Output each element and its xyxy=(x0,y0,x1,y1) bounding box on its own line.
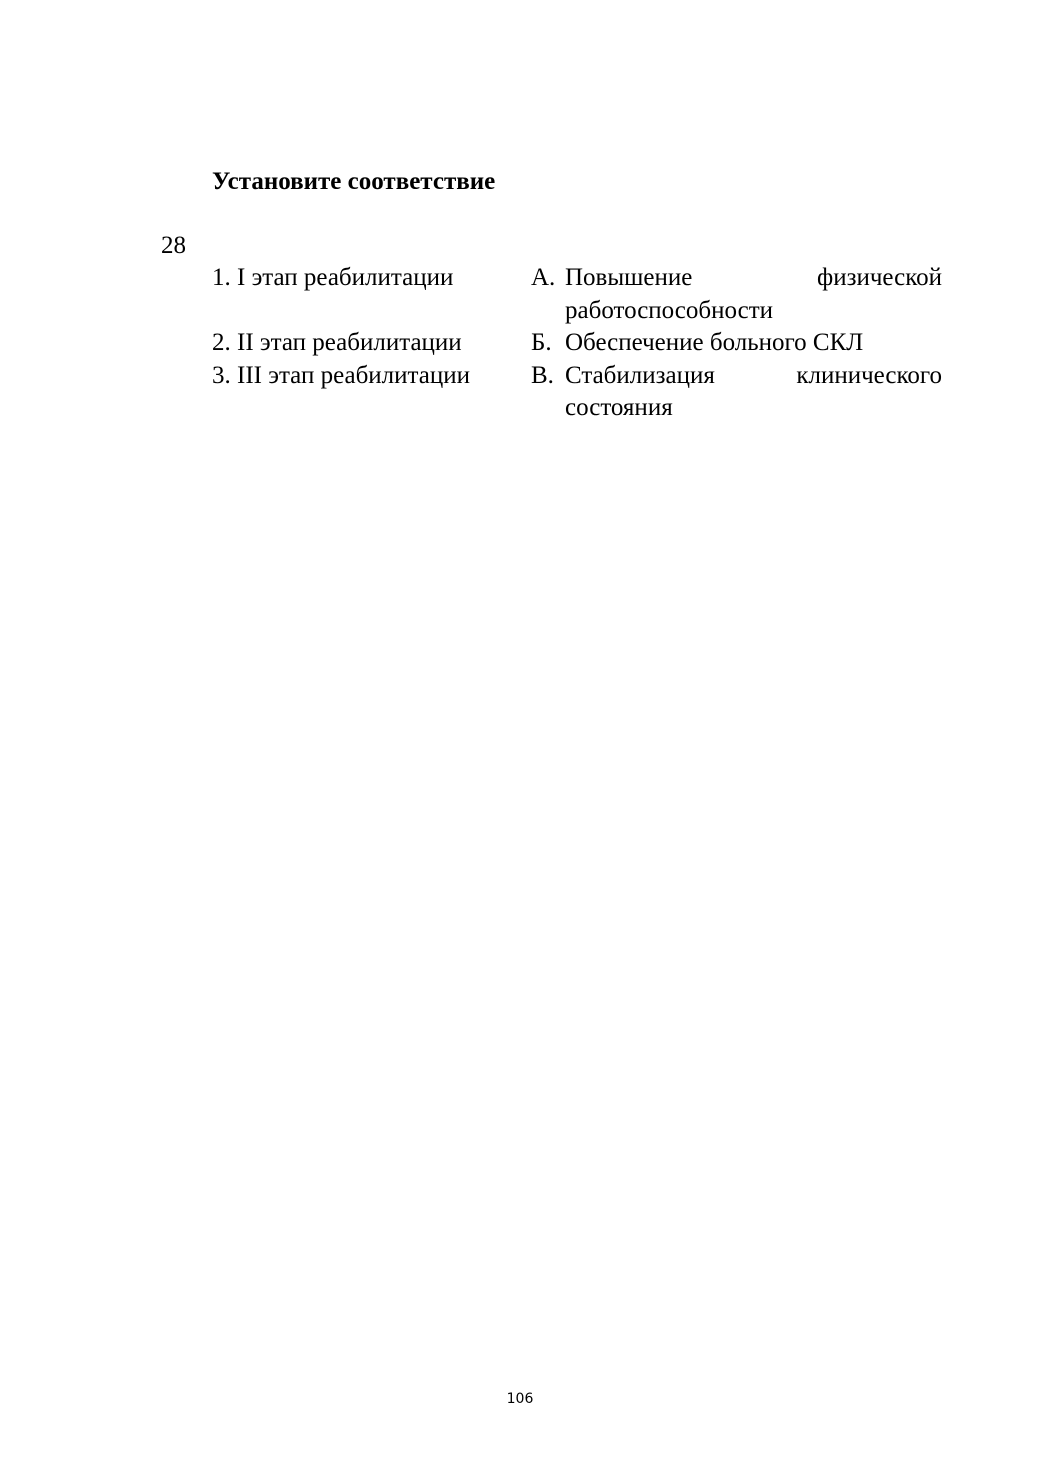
left-item-1: 1. I этап реабилитации xyxy=(212,264,454,291)
match-row xyxy=(212,327,942,360)
matching-table xyxy=(212,262,942,425)
right-item-v xyxy=(531,360,942,425)
right-item-text-word: клинического xyxy=(796,361,942,389)
match-row xyxy=(212,360,942,425)
right-item-text-word: физической xyxy=(817,264,942,291)
right-item-text-line: работоспособности xyxy=(565,296,774,324)
page-number: 106 xyxy=(506,1391,534,1407)
section-heading: Установите соответствие xyxy=(212,168,496,195)
left-item-3: 3. III этап реабилитации xyxy=(212,361,470,389)
right-item-letter: Б. xyxy=(531,329,552,356)
right-item-text-line: состояния xyxy=(565,394,673,421)
right-item-a xyxy=(531,262,942,327)
right-item-text-line: Обеспечение больного СКЛ xyxy=(565,329,864,356)
right-item-text-word: Стабилизация xyxy=(565,361,715,389)
left-item-2: 2. II этап реабилитации xyxy=(212,329,462,356)
right-item-b xyxy=(531,327,942,360)
right-item-letter: А. xyxy=(531,264,556,291)
question-number: 28 xyxy=(161,232,186,259)
right-item-text-word: Повышение xyxy=(565,264,693,291)
right-item-letter: В. xyxy=(531,361,554,389)
match-row xyxy=(212,262,942,327)
